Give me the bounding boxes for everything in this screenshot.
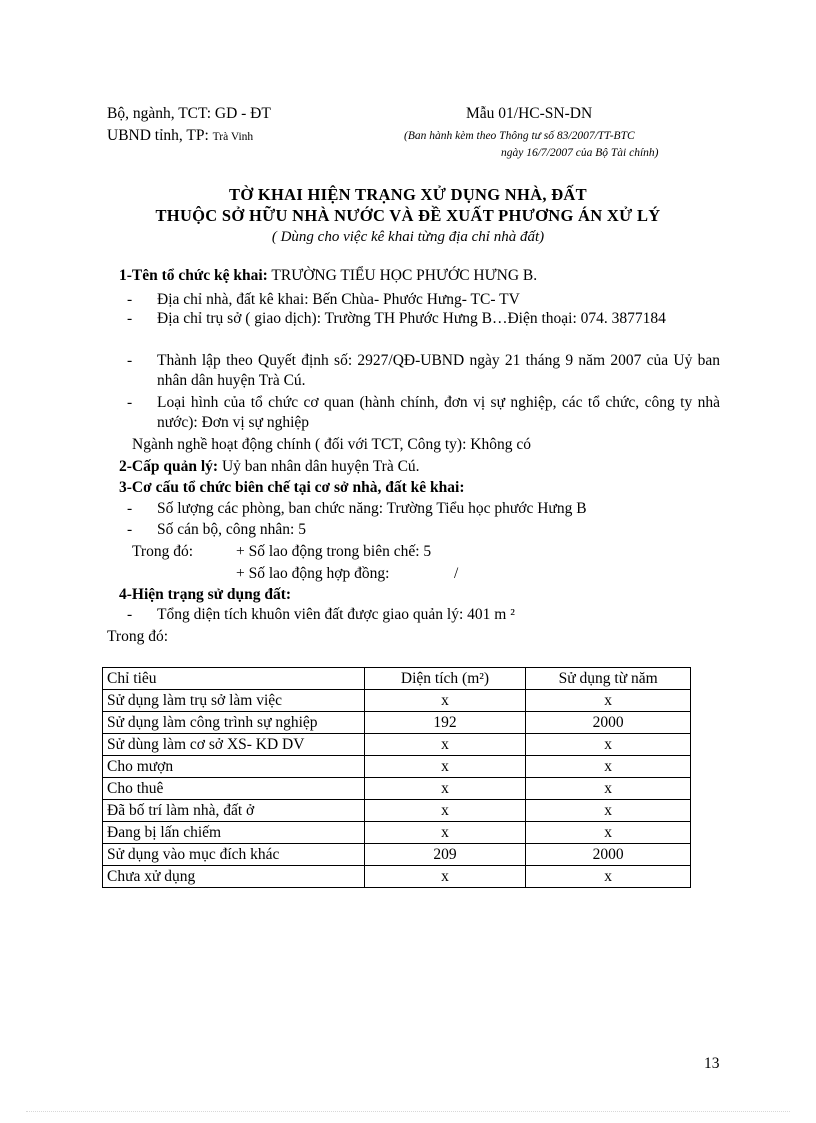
province-line xyxy=(107,126,253,147)
cell-criteria: Chưa xử dụng xyxy=(103,866,365,888)
cell-criteria: Sử dùng làm cơ sở XS- KD DV xyxy=(103,734,365,756)
cell-year: x xyxy=(526,778,691,800)
bullet-dash: - xyxy=(127,500,133,517)
bullet-dash: - xyxy=(127,394,133,411)
bullet-dash: - xyxy=(127,352,133,369)
issued-line-2: ngày 16/7/2007 của Bộ Tài chính) xyxy=(501,147,659,159)
cell-area: 209 xyxy=(364,844,526,866)
contract-staff: + Số lao động hợp đồng: xyxy=(236,565,390,582)
management-level: Uỷ ban nhân dân huyện Trà Cú. xyxy=(218,458,420,475)
document-title-line-2: THUỘC SỞ HỮU NHÀ NƯỚC VÀ ĐỀ XUẤT PHƯƠNG ÁN XỬ LÝ xyxy=(155,206,661,225)
cell-criteria: Đang bị lấn chiếm xyxy=(103,822,365,844)
address-item: Địa chỉ nhà, đất kê khai: Bến Chùa- Phước Hưng- TC- TV xyxy=(157,291,520,308)
cell-year: x xyxy=(526,756,691,778)
bullet-dash: - xyxy=(127,606,133,623)
cell-criteria: Sử dụng làm trụ sở làm việc xyxy=(103,690,365,712)
industry-line: Ngành nghề hoạt động chính ( đối với TCT, Công ty): Không có xyxy=(132,436,531,453)
office-address-item: Địa chỉ trụ sở ( giao dịch): Trường TH Phước Hưng B…Điện thoại: 074. 3877184 xyxy=(157,310,666,327)
table-row xyxy=(103,690,691,712)
cell-year: 2000 xyxy=(526,712,691,734)
cell-year: x xyxy=(526,690,691,712)
cell-area: x xyxy=(364,756,526,778)
section-1-label: 1-Tên tổ chức kệ khai: xyxy=(119,267,268,284)
bullet-dash: - xyxy=(127,291,133,308)
province-value: Trà Vinh xyxy=(212,131,254,143)
total-area-item: Tổng diện tích khuôn viên đất được giao quản lý: 401 m ² xyxy=(157,606,515,623)
section-2-label: 2-Cấp quản lý: xyxy=(119,458,219,475)
table-row xyxy=(103,866,691,888)
header-cell-year: Sử dụng từ năm xyxy=(526,668,691,690)
section-4-heading: 4-Hiện trạng sử dụng đất: xyxy=(119,586,292,603)
bullet-dash: - xyxy=(127,310,133,327)
table-row xyxy=(103,734,691,756)
header-cell-area: Diện tích (m²) xyxy=(364,668,526,690)
cell-criteria: Đã bố trí làm nhà, đất ở xyxy=(103,800,365,822)
organization-name: TRƯỜNG TIỂU HỌC PHƯỚC HƯNG B. xyxy=(267,267,538,284)
document-title-line-1: TỜ KHAI HIỆN TRẠNG XỬ DỤNG NHÀ, ĐẤT xyxy=(229,185,587,204)
table-row xyxy=(103,756,691,778)
land-use-table xyxy=(102,667,691,888)
cell-area: x xyxy=(364,690,526,712)
payroll-staff: + Số lao động trong biên chế: 5 xyxy=(236,543,432,560)
trong-do-label: Trong đó: xyxy=(107,628,169,645)
section-2-line xyxy=(119,457,420,477)
page-number: 13 xyxy=(704,1055,720,1072)
ministry-line: Bộ, ngành, TCT: GD - ĐT xyxy=(107,105,271,122)
staff-count-item: Số cán bộ, công nhân: 5 xyxy=(157,521,306,538)
cell-year: x xyxy=(526,734,691,756)
table-row xyxy=(103,712,691,734)
section-3-heading: 3-Cơ cấu tổ chức biên chế tại cơ sở nhà, đất kê khai: xyxy=(119,479,465,496)
bullet-dash: - xyxy=(127,521,133,538)
cell-criteria: Sử dụng vào mục đích khác xyxy=(103,844,365,866)
table-row xyxy=(103,822,691,844)
cell-year: x xyxy=(526,822,691,844)
decision-item: Thành lập theo Quyết định số: 2927/QĐ-UBND ngày 21 tháng 9 năm 2007 của Uỷ ban nhân dân huyện Trà Cú. xyxy=(157,352,720,389)
cell-area: x xyxy=(364,734,526,756)
org-type-item: Loại hình của tổ chức cơ quan (hành chính, đơn vị sự nghiệp, các tổ chức, công ty nhà nước): Đơn vị sự nghiệp xyxy=(157,394,720,431)
document-subtitle: ( Dùng cho việc kê khai từng địa chỉ nhà đất) xyxy=(271,229,545,245)
table-row xyxy=(103,844,691,866)
table-row xyxy=(103,778,691,800)
cell-area: x xyxy=(364,866,526,888)
section-1-heading xyxy=(119,266,537,286)
cell-criteria: Cho thuê xyxy=(103,778,365,800)
cell-area: x xyxy=(364,800,526,822)
departments-item: Số lượng các phòng, ban chức năng: Trường Tiểu học phước Hưng B xyxy=(157,500,587,517)
cell-area: x xyxy=(364,778,526,800)
cell-criteria: Cho mượn xyxy=(103,756,365,778)
breakdown-label: Trong đó: xyxy=(132,543,194,560)
province-label: UBND tỉnh, TP: xyxy=(107,127,209,144)
cell-criteria: Sử dụng làm công trình sự nghiệp xyxy=(103,712,365,734)
cell-area: 192 xyxy=(364,712,526,734)
contract-staff-value: / xyxy=(454,565,459,582)
cell-year: x xyxy=(526,866,691,888)
cell-area: x xyxy=(364,822,526,844)
issued-line-1: (Ban hành kèm theo Thông tư số 83/2007/TT-BTC xyxy=(404,130,635,142)
page-bottom-divider xyxy=(26,1111,790,1112)
form-code: Mẫu 01/HC-SN-DN xyxy=(466,105,593,122)
header-cell-criteria: Chỉ tiêu xyxy=(103,668,365,690)
cell-year: x xyxy=(526,800,691,822)
table-header-row xyxy=(103,668,691,690)
table-row xyxy=(103,800,691,822)
cell-year: 2000 xyxy=(526,844,691,866)
